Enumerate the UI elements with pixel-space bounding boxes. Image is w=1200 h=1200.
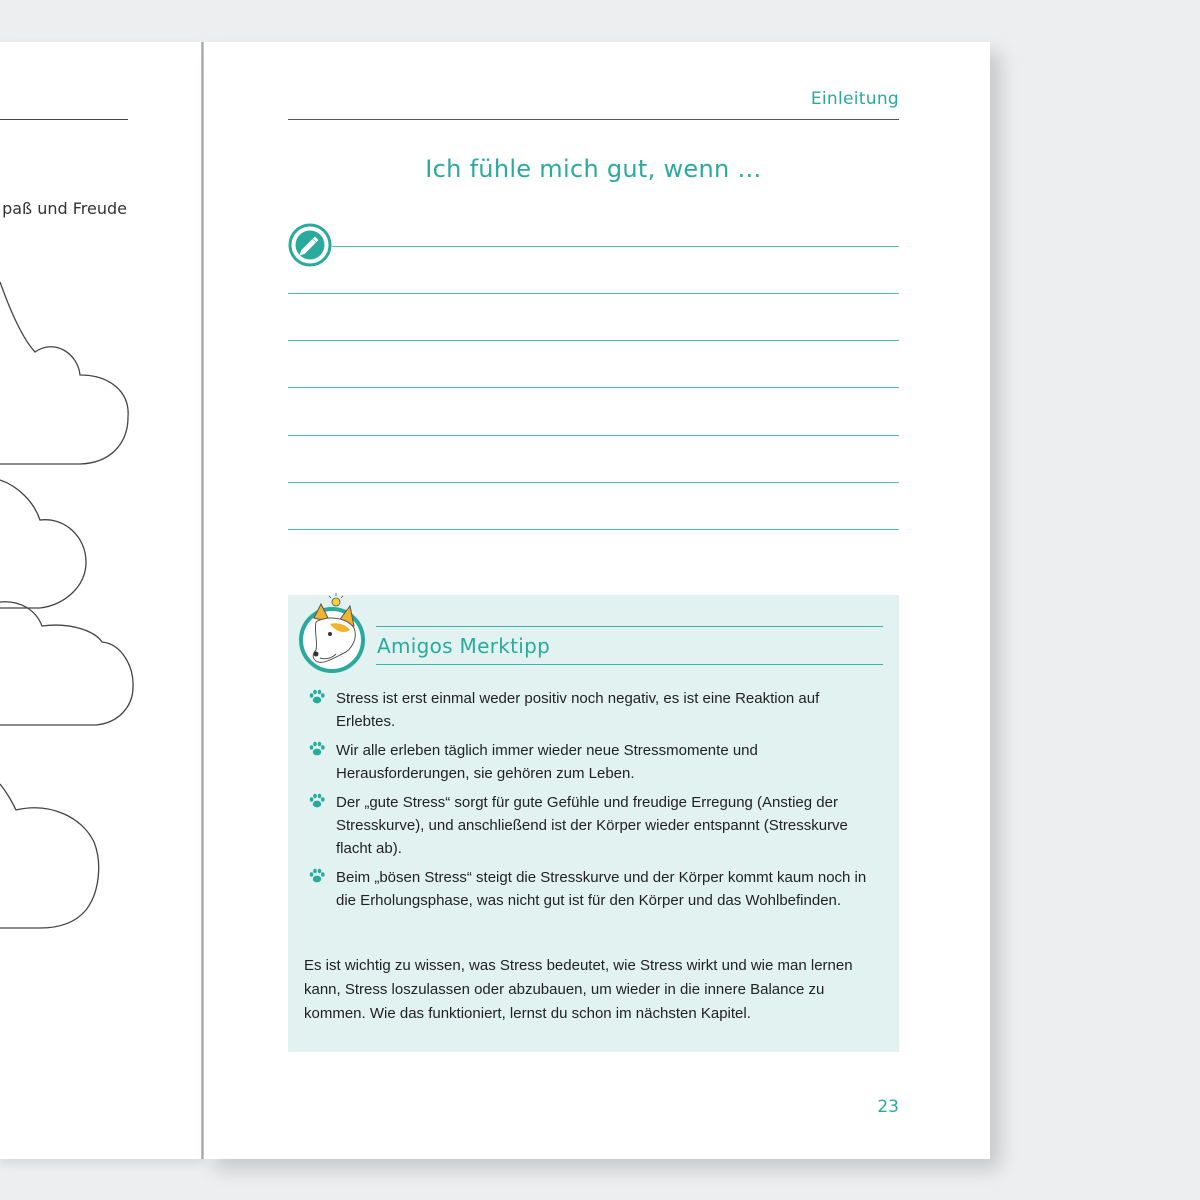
list-item [308,739,868,785]
writing-line [288,529,899,530]
tip-title-rule-bottom [376,664,883,665]
pencil-icon [288,223,332,267]
cloud-outlines [0,42,203,1159]
dog-mascot-lightbulb-icon [294,592,374,678]
writing-line [288,482,899,483]
cloud-shape-2 [0,480,86,608]
tip-box [288,595,899,1052]
left-page [0,42,203,1159]
cloud-shape-3 [0,602,133,725]
chapter-header: Einleitung [810,89,899,109]
writing-line [288,293,899,294]
header-rule [288,119,899,120]
paw-icon [308,792,326,810]
tip-item-text: Beim „bösen Stress“ steigt die Stresskurve und der Körper kommt kaum noch in die Erholungsphase, was nicht gut ist für den Körper und das Wohlbefinden. [336,869,867,909]
tip-list [308,687,868,918]
writing-line [288,435,899,436]
tip-paragraph: Es ist wichtig zu wissen, was Stress bedeutet, wie Stress wirkt und wie man lernen kann, Stress loszulassen oder abzubauen, um wieder in die innere Balance zu kommen. Wie das funktioniert, lernst du schon im nächsten Kapitel. [304,957,853,1022]
writing-line [288,387,899,388]
list-item [308,866,868,912]
paw-icon [308,867,326,885]
tip-title: Amigos Merktipp [377,634,551,658]
tip-item-text: Der „gute Stress“ sorgt für gute Gefühle und freudige Erregung (Anstieg der Stresskurve), und anschließend ist der Körper wieder entspannt (Stresskurve flacht ab). [336,794,848,857]
writing-line [332,246,899,247]
cloud-shape-4 [0,784,99,928]
page-number: 23 [877,1097,899,1117]
left-page-partial-text: paß und Freude [2,199,127,218]
list-item [308,791,868,860]
paw-icon [308,688,326,706]
right-page [204,42,990,1159]
tip-item-text: Stress ist erst einmal weder positiv noch negativ, es ist eine Reaktion auf Erlebtes. [336,690,820,730]
tip-title-rule-top [376,626,883,627]
tip-item-text: Wir alle erleben täglich immer wieder neue Stressmomente und Herausforderungen, sie gehören zum Leben. [336,742,758,782]
page-title: Ich fühle mich gut, wenn … [425,155,762,183]
list-item [308,687,868,733]
paw-icon [308,740,326,758]
cloud-shape-1 [0,282,128,464]
writing-line [288,340,899,341]
